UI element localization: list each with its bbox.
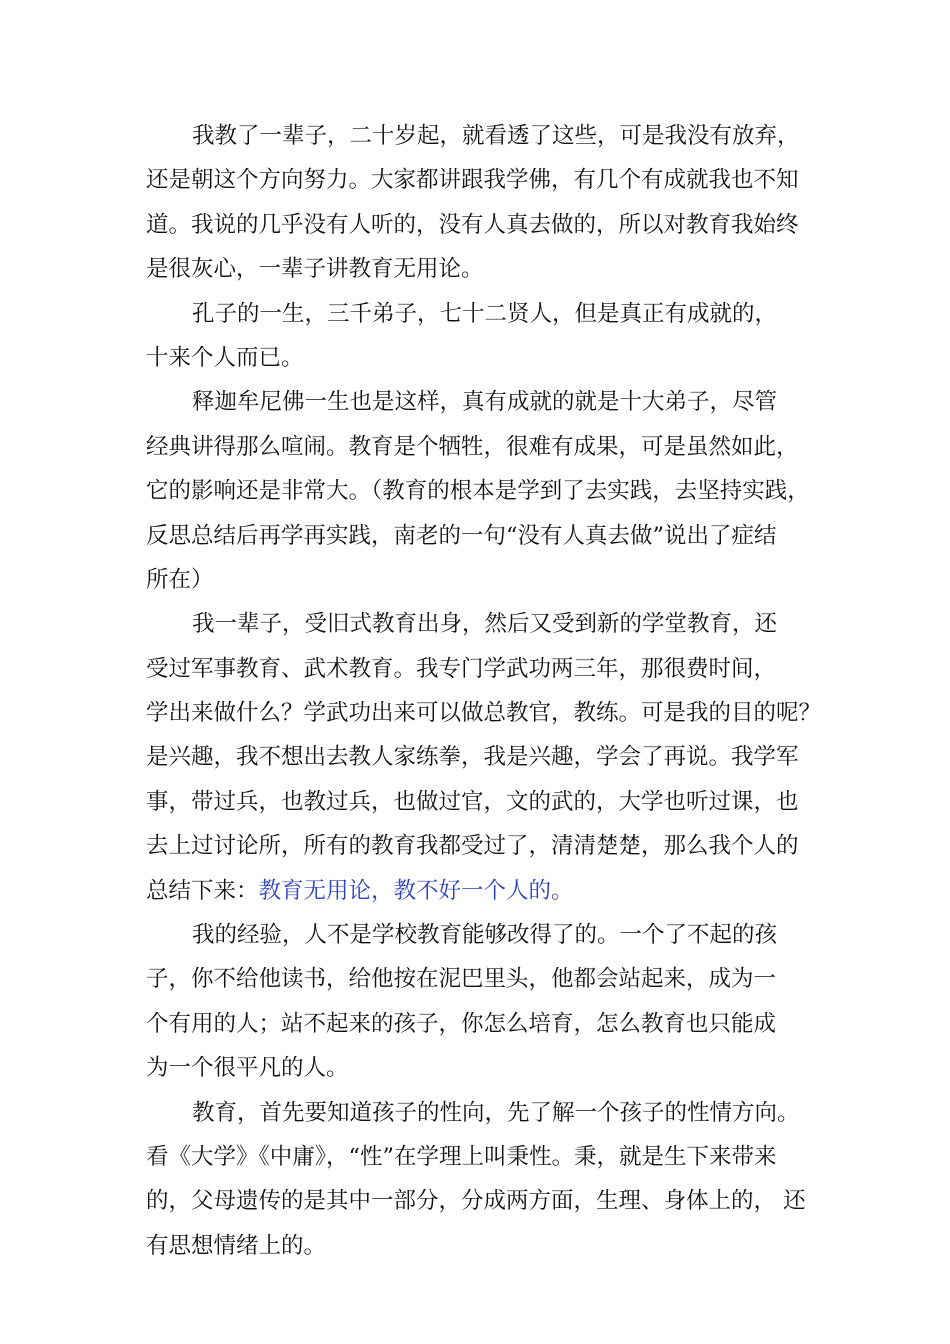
text-line: 有思想情绪上的。 [146,1232,327,1259]
text-line: 我一辈子，受旧式教育出身，然后又受到新的学堂教育，还 [192,611,778,638]
paragraph-1 [146,114,826,292]
text-line: 我的经验，人不是学校教育能够改得了的。一个了不起的孩 [192,922,778,949]
text-line: 去上过讨论所，所有的教育我都受过了，清清楚楚，那么我个人的 [146,833,799,860]
text-line: 事，带过兵，也教过兵，也做过官，文的武的，大学也听过课，也 [146,788,799,815]
text-line: 学出来做什么？学武功出来可以做总教官，教练。可是我的目的呢？ [146,700,822,727]
text-line: 是很灰心，一辈子讲教育无用论。 [146,256,484,283]
text-line: 所在） [146,566,214,593]
text-line: 子，你不给他读书，给他按在泥巴里头，他都会站起来，成为一 [146,966,777,993]
text-line: 是兴趣，我不想出去教人家练拳，我是兴趣，学会了再说。我学军 [146,744,799,771]
text-line: 反思总结后再学再实践，南老的一句“没有人真去做”说出了症结 [146,522,777,549]
paragraph-6 [146,1091,826,1269]
text-line-with-highlight [146,869,826,913]
text-line: 看《大学》《中庸》，“性”在学理上叫秉性。秉，就是生下来带来 [146,1143,777,1170]
text-line: 它的影响还是非常大。（教育的根本是学到了去实践，去坚持实践， [146,478,810,505]
text-line: 个有用的人；站不起来的孩子，你怎么培育，怎么教育也只能成 [146,1010,777,1037]
text-line: 还是朝这个方向努力。大家都讲跟我学佛，有几个有成就我也不知 [146,167,799,194]
text-line: 我教了一辈子，二十岁起，就看透了这些，可是我没有放弃， [192,123,800,149]
text-line: 为一个很平凡的人。 [146,1055,349,1082]
text-line: 释迦牟尼佛一生也是这样，真有成就的就是十大弟子，尽管 [192,389,778,416]
text-line: 受过军事教育、武术教育。我专门学武功两三年，那很费时间， [146,655,777,682]
paragraph-2 [146,292,826,381]
text-line: 孔子的一生，三千弟子，七十二贤人，但是真正有成就的， [192,300,778,327]
text-segment: 总结下来： [146,877,259,904]
paragraph-4 [146,602,826,913]
document-body [146,114,826,1268]
text-line: 十来个人而已。 [146,344,304,371]
paragraph-3 [146,380,826,602]
paragraph-5 [146,913,826,1091]
text-line: 道。我说的几乎没有人听的，没有人真去做的，所以对教育我始终 [146,211,799,238]
text-line: 的，父母遗传的是其中一部分，分成两方面，生理、身体上的， 还 [146,1188,806,1215]
highlighted-text: 教育无用论，教不好一个人的。 [258,877,574,904]
text-line: 经典讲得那么喧闹。教育是个牺牲，很难有成果，可是虽然如此， [146,433,799,460]
text-line: 教育，首先要知道孩子的性向，先了解一个孩子的性情方向。 [192,1099,800,1126]
